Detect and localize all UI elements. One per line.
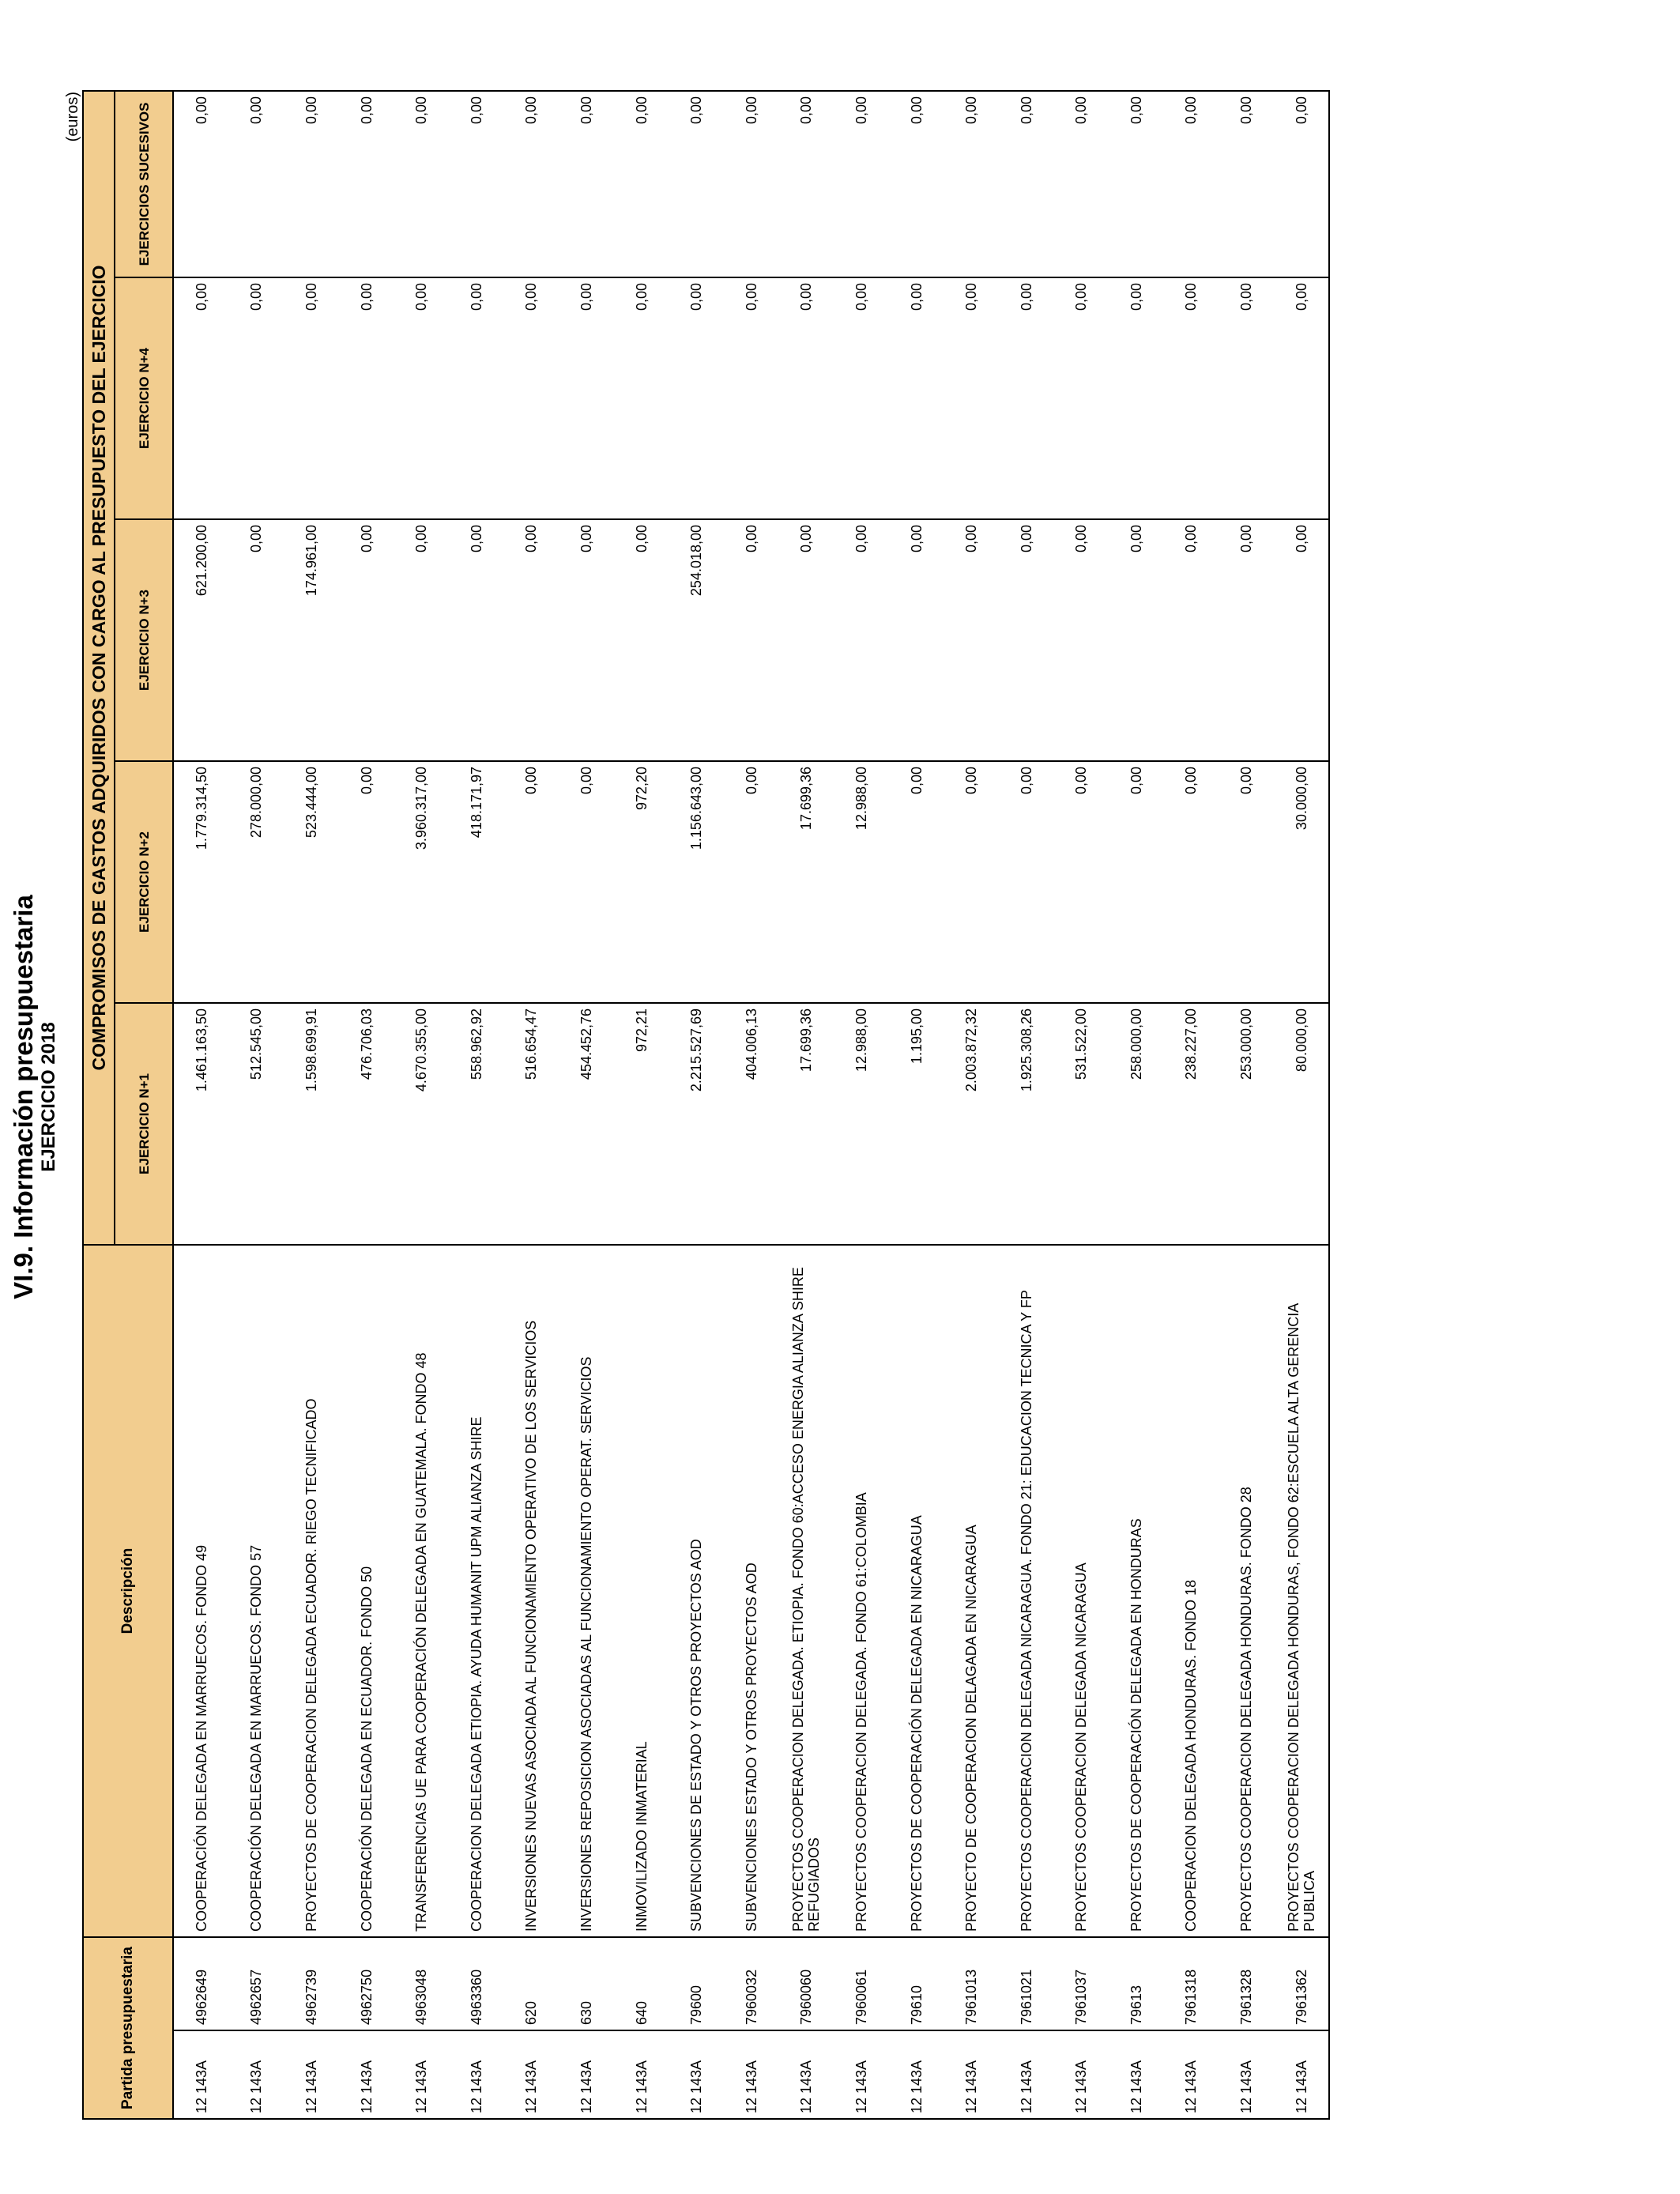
ejercicios-sucesivos-cell: 0,00 [339, 91, 394, 277]
ejercicios-sucesivos-cell: 0,00 [669, 91, 724, 277]
table-row [834, 91, 889, 2119]
ejercicio-n1-cell: 404.006,13 [724, 1003, 779, 1245]
ejercicio-n3-cell: 0,00 [1164, 519, 1219, 761]
ejercicio-n4-cell: 0,00 [173, 277, 229, 519]
partida-cell: 7961037 [1054, 1937, 1109, 2030]
partida-cell: 79600 [669, 1937, 724, 2030]
ejercicio-n1-cell: 238.227,00 [1164, 1003, 1219, 1245]
partida-cell: 630 [559, 1937, 614, 2030]
description-cell: PROYECTOS COOPERACION DELEGADA. ETIOPIA. FONDO 60:ACCESO ENERGIA ALIANZA SHIRE REFUGIADOS [779, 1245, 834, 1937]
table-row [669, 91, 724, 2119]
org-code-cell: 12 143A [889, 2030, 944, 2119]
ejercicios-sucesivos-cell: 0,00 [834, 91, 889, 277]
ejercicio-n4-cell: 0,00 [724, 277, 779, 519]
ejercicio-n4-cell: 0,00 [284, 277, 339, 519]
ejercicio-n3-cell: 0,00 [779, 519, 834, 761]
ejercicios-sucesivos-cell: 0,00 [1219, 91, 1274, 277]
table-row [1109, 91, 1164, 2119]
description-cell: COOPERACION DELEGADA HONDURAS. FONDO 18 [1164, 1245, 1219, 1937]
partida-cell: 7961013 [944, 1937, 999, 2030]
table-body [173, 91, 1329, 2119]
description-cell: COOPERACIÓN DELEGADA EN MARRUECOS. FONDO 49 [173, 1245, 229, 1937]
partida-cell: 7960060 [779, 1937, 834, 2030]
ejercicio-n2-cell: 0,00 [1054, 761, 1109, 1003]
table-row [284, 91, 339, 2119]
org-code-cell: 12 143A [779, 2030, 834, 2119]
partida-cell: 7960032 [724, 1937, 779, 2030]
partida-cell: 4962750 [339, 1937, 394, 2030]
ejercicio-n2-cell: 972,20 [614, 761, 669, 1003]
ejercicio-n4-cell: 0,00 [1164, 277, 1219, 519]
org-code-cell: 12 143A [1054, 2030, 1109, 2119]
partida-cell: 640 [614, 1937, 669, 2030]
ejercicio-n1-cell: 1.461.163,50 [173, 1003, 229, 1245]
org-code-cell: 12 143A [339, 2030, 394, 2119]
table-row [1164, 91, 1219, 2119]
ejercicio-n2-cell: 0,00 [724, 761, 779, 1003]
budget-commitments-table [82, 90, 1330, 2120]
table-row [1219, 91, 1274, 2119]
currency-unit: (euros) [64, 92, 81, 142]
ejercicio-n2-cell: 0,00 [559, 761, 614, 1003]
ejercicios-sucesivos-cell: 0,00 [449, 91, 504, 277]
org-code-cell: 12 143A [1274, 2030, 1330, 2119]
ejercicios-sucesivos-cell: 0,00 [1164, 91, 1219, 277]
partida-cell: 79610 [889, 1937, 944, 2030]
description-cell: PROYECTOS DE COOPERACIÓN DELEGADA EN HONDURAS [1109, 1245, 1164, 1937]
ejercicio-n4-cell: 0,00 [779, 277, 834, 519]
ejercicio-n2-cell: 30.000,00 [1274, 761, 1330, 1003]
ejercicio-n3-cell: 0,00 [1109, 519, 1164, 761]
ejercicios-sucesivos-cell: 0,00 [779, 91, 834, 277]
ejercicio-n1-cell: 12.988,00 [834, 1003, 889, 1245]
header-ejercicio-n3: EJERCICIO N+3 [115, 519, 173, 761]
ejercicio-n3-cell: 0,00 [724, 519, 779, 761]
ejercicio-n4-cell: 0,00 [559, 277, 614, 519]
table-row [449, 91, 504, 2119]
table-row [394, 91, 449, 2119]
ejercicio-n2-cell: 3.960.317,00 [394, 761, 449, 1003]
ejercicio-n3-cell: 0,00 [944, 519, 999, 761]
partida-cell: 7961021 [999, 1937, 1054, 2030]
ejercicio-n1-cell: 1.598.699,91 [284, 1003, 339, 1245]
ejercicio-n1-cell: 253.000,00 [1219, 1003, 1274, 1245]
ejercicio-n1-cell: 4.670.355,00 [394, 1003, 449, 1245]
ejercicio-n2-cell: 0,00 [339, 761, 394, 1003]
ejercicio-n1-cell: 1.195,00 [889, 1003, 944, 1245]
partida-cell: 7961318 [1164, 1937, 1219, 2030]
description-cell: TRANSFERENCIAS UE PARA COOPERACIÓN DELEGADA EN GUATEMALA. FONDO 48 [394, 1245, 449, 1937]
ejercicio-n4-cell: 0,00 [614, 277, 669, 519]
ejercicio-n4-cell: 0,00 [944, 277, 999, 519]
ejercicio-n1-cell: 80.000,00 [1274, 1003, 1330, 1245]
ejercicio-n3-cell: 0,00 [889, 519, 944, 761]
ejercicios-sucesivos-cell: 0,00 [944, 91, 999, 277]
ejercicio-n3-cell: 621.200,00 [173, 519, 229, 761]
ejercicio-n2-cell: 523.444,00 [284, 761, 339, 1003]
org-code-cell: 12 143A [504, 2030, 559, 2119]
ejercicio-n2-cell: 0,00 [1219, 761, 1274, 1003]
ejercicio-n3-cell: 0,00 [1054, 519, 1109, 761]
org-code-cell: 12 143A [229, 2030, 284, 2119]
partida-cell: 4963048 [394, 1937, 449, 2030]
org-code-cell: 12 143A [449, 2030, 504, 2119]
description-cell: SUBVENCIONES DE ESTADO Y OTROS PROYECTOS AOD [669, 1245, 724, 1937]
partida-cell: 7961328 [1219, 1937, 1274, 2030]
ejercicio-n3-cell: 0,00 [559, 519, 614, 761]
description-cell: INVERSIONES NUEVAS ASOCIADA AL FUNCIONAMIENTO OPERATIVO DE LOS SERVICIOS [504, 1245, 559, 1937]
ejercicio-n2-cell: 278.000,00 [229, 761, 284, 1003]
table-row [889, 91, 944, 2119]
ejercicio-n2-cell: 12.988,00 [834, 761, 889, 1003]
ejercicio-n2-cell: 17.699,36 [779, 761, 834, 1003]
ejercicio-n2-cell: 1.779.314,50 [173, 761, 229, 1003]
ejercicios-sucesivos-cell: 0,00 [559, 91, 614, 277]
ejercicios-sucesivos-cell: 0,00 [394, 91, 449, 277]
header-commitments-group: COMPROMISOS DE GASTOS ADQUIRIDOS CON CARGO AL PRESUPUESTO DEL EJERCICIO [83, 91, 115, 1245]
description-cell: PROYECTOS COOPERACION DELEGADA HONDURAS. FONDO 28 [1219, 1245, 1274, 1937]
page-title: VI.9. Información presupuestaria [9, 895, 38, 1299]
ejercicio-n4-cell: 0,00 [1109, 277, 1164, 519]
org-code-cell: 12 143A [999, 2030, 1054, 2119]
ejercicio-n2-cell: 418.171,97 [449, 761, 504, 1003]
ejercicio-n3-cell: 0,00 [449, 519, 504, 761]
header-descripcion: Descripción [83, 1245, 173, 1937]
table-row [779, 91, 834, 2119]
org-code-cell: 12 143A [1109, 2030, 1164, 2119]
ejercicio-n3-cell: 0,00 [1274, 519, 1330, 761]
ejercicio-n4-cell: 0,00 [394, 277, 449, 519]
partida-cell: 4962657 [229, 1937, 284, 2030]
ejercicio-n2-cell: 1.156.643,00 [669, 761, 724, 1003]
description-cell: PROYECTOS DE COOPERACION DELEGADA ECUADOR. RIEGO TECNIFICADO [284, 1245, 339, 1937]
org-code-cell: 12 143A [559, 2030, 614, 2119]
ejercicio-n1-cell: 2.215.527,69 [669, 1003, 724, 1245]
ejercicio-n1-cell: 2.003.872,32 [944, 1003, 999, 1245]
header-ejercicios-sucesivos: EJERCICIOS SUCESIVOS [115, 91, 173, 277]
org-code-cell: 12 143A [944, 2030, 999, 2119]
org-code-cell: 12 143A [284, 2030, 339, 2119]
ejercicio-n3-cell: 254.018,00 [669, 519, 724, 761]
header-ejercicio-n4: EJERCICIO N+4 [115, 277, 173, 519]
ejercicios-sucesivos-cell: 0,00 [724, 91, 779, 277]
table-row [614, 91, 669, 2119]
ejercicios-sucesivos-cell: 0,00 [999, 91, 1054, 277]
ejercicio-n1-cell: 1.925.308,26 [999, 1003, 1054, 1245]
org-code-cell: 12 143A [614, 2030, 669, 2119]
partida-cell: 79613 [1109, 1937, 1164, 2030]
partida-cell: 4962649 [173, 1937, 229, 2030]
description-cell: INVERSIONES REPOSICION ASOCIADAS AL FUNCIONAMIENTO OPERAT. SERVICIOS [559, 1245, 614, 1937]
ejercicio-n4-cell: 0,00 [1274, 277, 1330, 519]
ejercicio-n3-cell: 0,00 [614, 519, 669, 761]
description-cell: PROYECTOS COOPERACION DELEGADA NICARAGUA. FONDO 21: EDUCACION TECNICA Y FP [999, 1245, 1054, 1937]
ejercicio-n2-cell: 0,00 [1164, 761, 1219, 1003]
description-cell: PROYECTOS COOPERACION DELEGADA NICARAGUA [1054, 1245, 1109, 1937]
ejercicio-n4-cell: 0,00 [1054, 277, 1109, 519]
ejercicio-n2-cell: 0,00 [504, 761, 559, 1003]
ejercicio-n3-cell: 0,00 [999, 519, 1054, 761]
ejercicios-sucesivos-cell: 0,00 [229, 91, 284, 277]
ejercicio-n3-cell: 0,00 [339, 519, 394, 761]
ejercicio-n2-cell: 0,00 [889, 761, 944, 1003]
ejercicio-n3-cell: 0,00 [1219, 519, 1274, 761]
ejercicios-sucesivos-cell: 0,00 [284, 91, 339, 277]
description-cell: PROYECTO DE COOPERACION DELAGADA EN NICARAGUA [944, 1245, 999, 1937]
description-cell: PROYECTOS COOPERACION DELEGADA. FONDO 61:COLOMBIA [834, 1245, 889, 1937]
org-code-cell: 12 143A [1219, 2030, 1274, 2119]
ejercicio-n4-cell: 0,00 [229, 277, 284, 519]
org-code-cell: 12 143A [669, 2030, 724, 2119]
description-cell: COOPERACIÓN DELEGADA EN MARRUECOS. FONDO 57 [229, 1245, 284, 1937]
ejercicio-n2-cell: 0,00 [999, 761, 1054, 1003]
ejercicio-n3-cell: 0,00 [394, 519, 449, 761]
description-cell: SUBVENCIONES ESTADO Y OTROS PROYECTOS AOD [724, 1245, 779, 1937]
org-code-cell: 12 143A [394, 2030, 449, 2119]
description-cell: PROYECTOS COOPERACION DELEGADA HONDURAS, FONDO 62:ESCUELA ALTA GERENCIA PUBLICA [1274, 1245, 1330, 1937]
org-code-cell: 12 143A [173, 2030, 229, 2119]
ejercicio-n4-cell: 0,00 [339, 277, 394, 519]
ejercicio-n1-cell: 972,21 [614, 1003, 669, 1245]
ejercicio-n1-cell: 512.545,00 [229, 1003, 284, 1245]
org-code-cell: 12 143A [724, 2030, 779, 2119]
ejercicio-n3-cell: 174.961,00 [284, 519, 339, 761]
ejercicio-n3-cell: 0,00 [504, 519, 559, 761]
ejercicios-sucesivos-cell: 0,00 [173, 91, 229, 277]
org-code-cell: 12 143A [834, 2030, 889, 2119]
ejercicio-n1-cell: 258.000,00 [1109, 1003, 1164, 1245]
ejercicio-n1-cell: 516.654,47 [504, 1003, 559, 1245]
ejercicio-n1-cell: 454.452,76 [559, 1003, 614, 1245]
ejercicio-n4-cell: 0,00 [889, 277, 944, 519]
org-code-cell: 12 143A [1164, 2030, 1219, 2119]
table-row [173, 91, 229, 2119]
ejercicios-sucesivos-cell: 0,00 [614, 91, 669, 277]
header-partida: Partida presupuestaria [83, 1937, 173, 2119]
header-ejercicio-n1: EJERCICIO N+1 [115, 1003, 173, 1245]
table-row [339, 91, 394, 2119]
ejercicio-n3-cell: 0,00 [229, 519, 284, 761]
partida-cell: 7960061 [834, 1937, 889, 2030]
ejercicio-n1-cell: 558.962,92 [449, 1003, 504, 1245]
table-row [504, 91, 559, 2119]
description-cell: PROYECTOS DE COOPERACIÓN DELEGADA EN NICARAGUA [889, 1245, 944, 1937]
ejercicio-n4-cell: 0,00 [669, 277, 724, 519]
ejercicio-n4-cell: 0,00 [449, 277, 504, 519]
ejercicios-sucesivos-cell: 0,00 [1274, 91, 1330, 277]
table-row [1054, 91, 1109, 2119]
ejercicio-n4-cell: 0,00 [999, 277, 1054, 519]
ejercicios-sucesivos-cell: 0,00 [889, 91, 944, 277]
ejercicio-n1-cell: 17.699,36 [779, 1003, 834, 1245]
table-row [724, 91, 779, 2119]
partida-cell: 4962739 [284, 1937, 339, 2030]
table-row [229, 91, 284, 2119]
partida-cell: 620 [504, 1937, 559, 2030]
ejercicio-n4-cell: 0,00 [834, 277, 889, 519]
table-row [999, 91, 1054, 2119]
ejercicio-n4-cell: 0,00 [1219, 277, 1274, 519]
table-row [559, 91, 614, 2119]
ejercicio-n1-cell: 531.522,00 [1054, 1003, 1109, 1245]
description-cell: COOPERACION DELEGADA ETIOPIA. AYUDA HUMANIT UPM ALIANZA SHIRE [449, 1245, 504, 1937]
ejercicio-n2-cell: 0,00 [1109, 761, 1164, 1003]
ejercicio-n2-cell: 0,00 [944, 761, 999, 1003]
partida-cell: 4963360 [449, 1937, 504, 2030]
ejercicios-sucesivos-cell: 0,00 [504, 91, 559, 277]
table-row [1274, 91, 1330, 2119]
ejercicio-n4-cell: 0,00 [504, 277, 559, 519]
table-row [944, 91, 999, 2119]
ejercicio-n1-cell: 476.706,03 [339, 1003, 394, 1245]
ejercicios-sucesivos-cell: 0,00 [1109, 91, 1164, 277]
ejercicio-n3-cell: 0,00 [834, 519, 889, 761]
ejercicios-sucesivos-cell: 0,00 [1054, 91, 1109, 277]
partida-cell: 7961362 [1274, 1937, 1330, 2030]
description-cell: COOPERACIÓN DELEGADA EN ECUADOR. FONDO 50 [339, 1245, 394, 1937]
page-subtitle: EJERCICIO 2018 [38, 1022, 59, 1172]
description-cell: INMOVILIZADO INMATERIAL [614, 1245, 669, 1937]
header-ejercicio-n2: EJERCICIO N+2 [115, 761, 173, 1003]
